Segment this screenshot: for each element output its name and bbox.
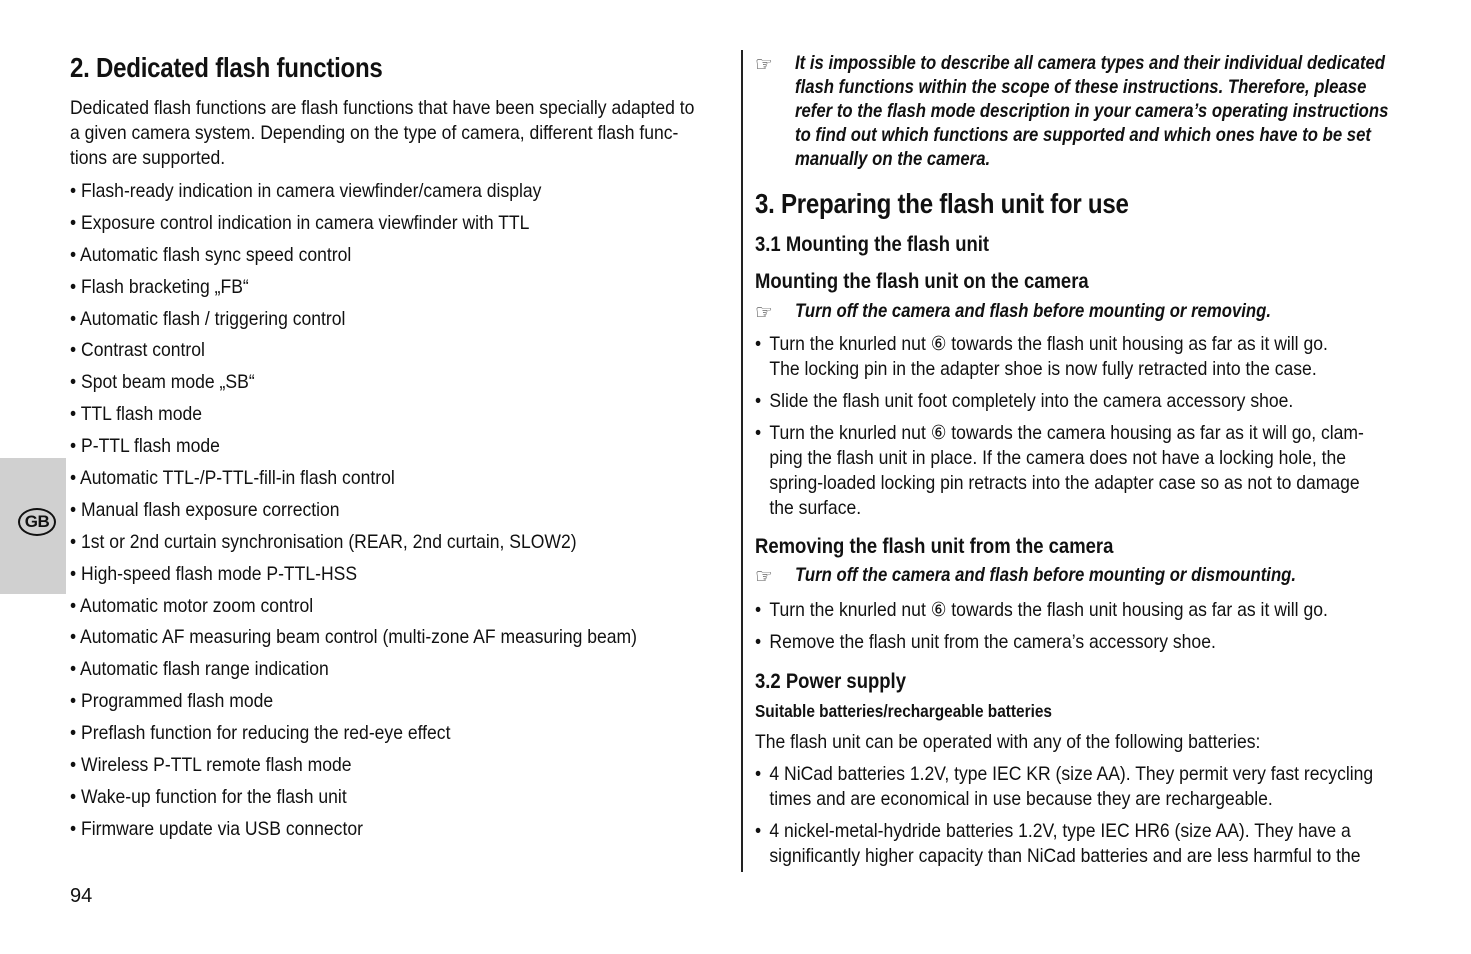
list-item: • Automatic flash range indication <box>70 657 637 689</box>
batteries-heading: Suitable batteries/rechargeable batteries <box>755 701 1052 721</box>
list-item: • Exposure control indication in camera viewfinder with TTL <box>70 211 637 243</box>
column-divider <box>741 50 743 872</box>
list-item: • Spot beam mode „SB“ <box>70 370 637 402</box>
list-item: • Contrast control <box>70 338 637 370</box>
list-item: • Slide the flash unit foot completely into the camera accessory shoe. <box>755 389 1435 414</box>
list-item: • Flash bracketing „FB“ <box>70 275 637 307</box>
intro-line: a given camera system. Depending on the type of camera, different flash func- <box>70 122 679 144</box>
section-3-1-heading: 3.1 Mounting the flash unit <box>755 233 990 256</box>
language-badge: GB <box>18 508 56 536</box>
intro-line: Dedicated flash functions are flash functions that have been specially adapted to <box>70 97 695 119</box>
mounting-heading: Mounting the flash unit on the camera <box>755 270 1089 293</box>
note-line: manually on the camera. <box>795 149 991 170</box>
list-item: • High-speed flash mode P-TTL-HSS <box>70 562 637 594</box>
section-2-intro <box>70 96 727 171</box>
list-item: • Flash-ready indication in camera viewfinder/camera display <box>70 179 637 211</box>
list-item: • Remove the flash unit from the camera’s accessory shoe. <box>755 630 1435 655</box>
note-line: It is impossible to describe all camera types and their individual dedicated <box>795 53 1386 74</box>
list-item: • Programmed flash mode <box>70 689 637 721</box>
list-item: • P-TTL flash mode <box>70 434 637 466</box>
page-number: 94 <box>70 885 93 907</box>
list-item: • 4 NiCad batteries 1.2V, type IEC KR (size AA). They permit very fast recycling times and are economical in use because they are rechargeable. <box>755 762 1435 812</box>
list-item: • Manual flash exposure correction <box>70 498 637 530</box>
mounting-steps <box>755 332 1471 521</box>
note-line: flash functions within the scope of these instructions. Therefore, please <box>795 77 1367 98</box>
list-item: • 4 nickel-metal-hydride batteries 1.2V, type IEC HR6 (size AA). They have a significantly higher capacity than NiCad batteries and are less harmful to the <box>755 819 1435 869</box>
list-item: • Firmware update via USB connector <box>70 817 637 849</box>
note-line: refer to the flash mode description in your camera’s operating instructions <box>795 101 1389 122</box>
list-item: • Wake-up function for the flash unit <box>70 785 637 817</box>
section-2-heading: 2. Dedicated flash functions <box>70 52 383 83</box>
list-item: • Turn the knurled nut ⑥ towards the camera housing as far as it will go, clam- ping the flash unit in place. If the camera does not have a locking hole, the spring-loaded locking pin retracts into the adapter case so as not to damage the surface. <box>755 421 1435 521</box>
section-3-2-heading: 3.2 Power supply <box>755 670 906 693</box>
note-line: to find out which functions are supported and which ones have to be set <box>795 125 1371 146</box>
list-item: • Automatic motor zoom control <box>70 594 637 626</box>
list-item: • Automatic flash / triggering control <box>70 307 637 339</box>
list-item: • Automatic AF measuring beam control (multi-zone AF measuring beam) <box>70 625 637 657</box>
dedicated-functions-list <box>70 179 700 849</box>
list-item: • TTL flash mode <box>70 402 637 434</box>
list-item: • Turn the knurled nut ⑥ towards the flash unit housing as far as it will go. <box>755 598 1435 623</box>
list-item: • Turn the knurled nut ⑥ towards the flash unit housing as far as it will go. The locking pin in the adapter shoe is now fully retracted into the case. <box>755 332 1435 382</box>
intro-line: tions are supported. <box>70 147 226 169</box>
pointing-hand-icon: ☞ <box>755 300 773 324</box>
pointing-hand-icon: ☞ <box>755 52 773 76</box>
list-item: • Wireless P-TTL remote flash mode <box>70 753 637 785</box>
batteries-intro: The flash unit can be operated with any of the following batteries: <box>755 731 1261 753</box>
mounting-note: ☞ Turn off the camera and flash before mounting or removing. <box>755 300 1271 324</box>
removing-steps <box>755 598 1471 655</box>
list-item: • Automatic flash sync speed control <box>70 243 637 275</box>
list-item: • 1st or 2nd curtain synchronisation (REAR, 2nd curtain, SLOW2) <box>70 530 637 562</box>
removing-note: ☞ Turn off the camera and flash before mounting or dismounting. <box>755 564 1297 588</box>
pointing-hand-icon: ☞ <box>755 564 773 588</box>
removing-heading: Removing the flash unit from the camera <box>755 535 1114 558</box>
list-item: • Automatic TTL-/P-TTL-fill-in flash control <box>70 466 637 498</box>
camera-types-note <box>755 52 1471 172</box>
battery-types <box>755 762 1471 869</box>
section-3-heading: 3. Preparing the flash unit for use <box>755 188 1129 219</box>
list-item: • Preflash function for reducing the red-eye effect <box>70 721 637 753</box>
